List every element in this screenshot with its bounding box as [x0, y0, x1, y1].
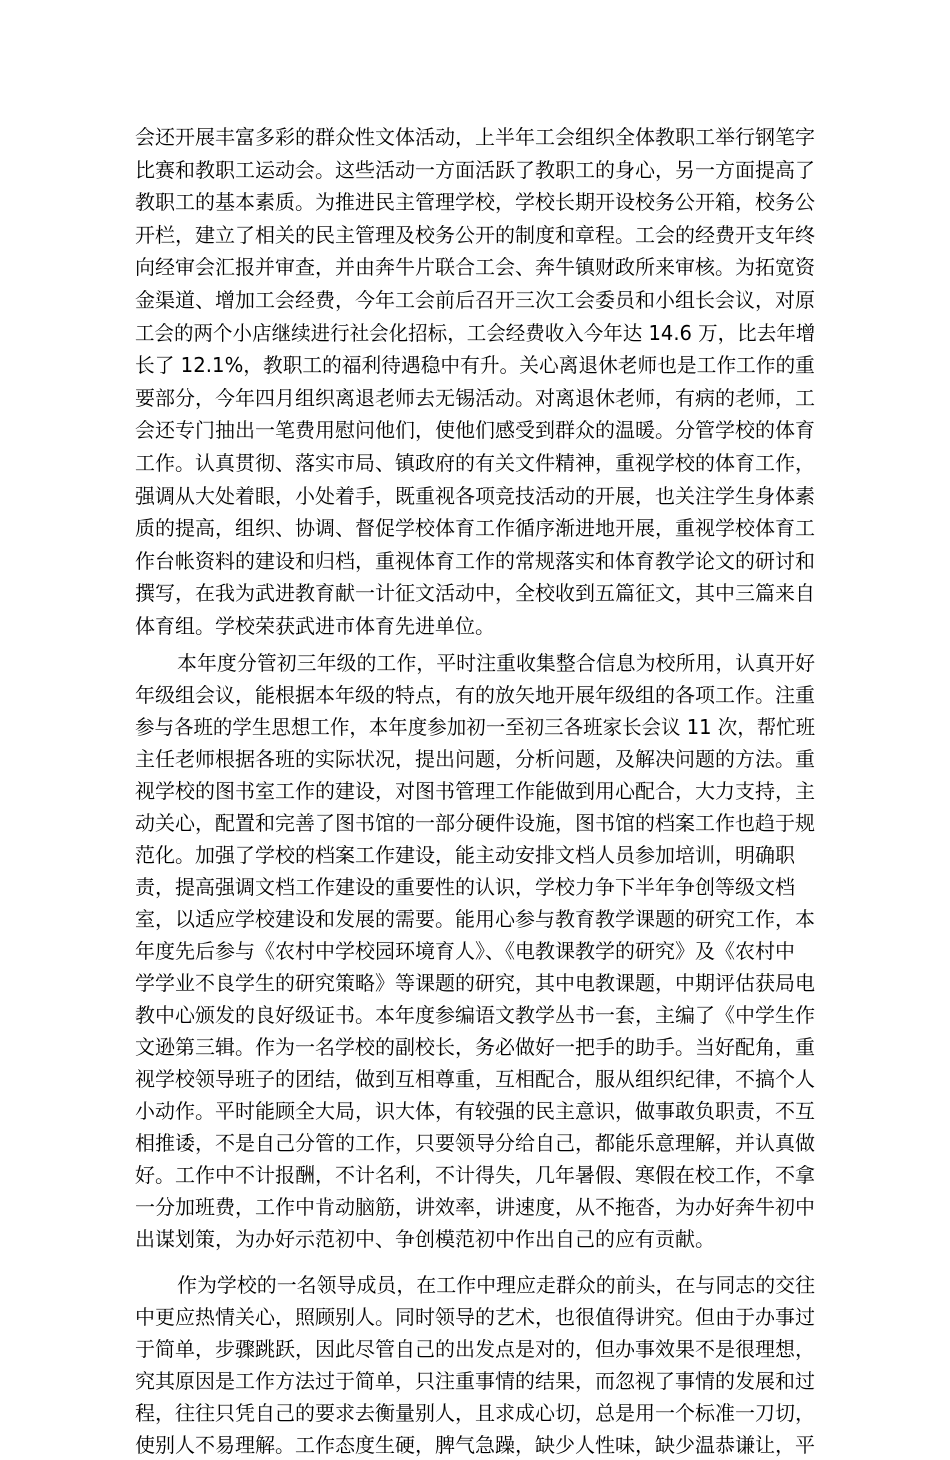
paragraph-line: 于简单，步骤跳跃，因此尽管自己的出发点是对的，但办事效果不是很理想， [135, 1337, 815, 1361]
paragraph-line: 要部分，今年四月组织离退老师去无锡活动。对离退休老师，有病的老师，工 [135, 385, 815, 410]
paragraph-line: 文逊第三辑。作为一名学校的副校长，务必做好一把手的助手。当好配角，重 [135, 1035, 815, 1059]
paragraph-line: 会还专门抽出一笔费用慰问他们，使他们感受到群众的温暖。分管学校的体育 [135, 418, 815, 443]
paragraph-line: 出谋划策，为办好示范初中、争创模范初中作出自己的应有贡献。 [135, 1227, 715, 1251]
paragraph-line: 比赛和教职工运动会。这些活动一方面活跃了教职工的身心，另一方面提高了 [135, 157, 815, 182]
paragraph-line: 学学业不良学生的研究策略》等课题的研究，其中电教课题，中期评估获局电 [135, 971, 815, 995]
paragraph-line: 工作。认真贯彻、落实市局、镇政府的有关文件精神，重视学校的体育工作， [135, 451, 815, 475]
paragraph-line: 长了 12.1%，教职工的福利待遇稳中有升。关心离退休老师也是工作工作的重 [135, 353, 815, 378]
paragraph-line: 究其原因是工作方法过于简单，只注重事情的结果，而忽视了事情的发展和过 [135, 1369, 815, 1393]
paragraph-line: 一分加班费，工作中肯动脑筋，讲效率，讲速度，从不拖沓，为办好奔牛初中 [135, 1195, 815, 1219]
paragraph-line: 作为学校的一名领导成员，在工作中理应走群众的前头，在与同志的交往 [177, 1273, 816, 1297]
paragraph-line: 体育组。学校荣获武进市体育先进单位。 [135, 614, 495, 638]
paragraph-line: 视学校领导班子的团结，做到互相尊重，互相配合，服从组织纪律，不搞个人 [135, 1067, 815, 1091]
paragraph-line: 会还开展丰富多彩的群众性文体活动，上半年工会组织全体教职工举行钢笔字 [135, 125, 815, 149]
paragraph-line: 撰写，在我为武进教育献一计征文活动中，全校收到五篇征文，其中三篇来自 [135, 581, 815, 606]
paragraph-line: 教中心颁发的良好级证书。本年度参编语文教学丛书一套，主编了《中学生作 [135, 1003, 815, 1027]
paragraph-line: 质的提高，组织、协调、督促学校体育工作循序渐进地开展，重视学校体育工 [135, 516, 815, 541]
paragraph-line: 向经审会汇报并审查，并由奔牛片联合工会、奔牛镇财政所来审核。为拓宽资 [135, 255, 815, 280]
paragraph-line: 使别人不易理解。工作态度生硬，脾气急躁，缺少人性味，缺少温恭谦让，平 [135, 1433, 815, 1457]
paragraph-line: 中更应热情关心，照顾别人。同时领导的艺术，也很值得讲究。但由于办事过 [135, 1305, 815, 1329]
paragraph-line: 范化。加强了学校的档案工作建设，能主动安排文档人员参加培训，明确职 [135, 843, 795, 867]
paragraph-line: 工会的两个小店继续进行社会化招标，工会经费收入今年达 14.6 万，比去年增 [135, 320, 816, 345]
paragraph-line: 强调从大处着眼，小处着手，既重视各项竞技活动的开展，也关注学生身体素 [135, 483, 815, 508]
paragraph-line: 作台帐资料的建设和归档，重视体育工作的常规落实和体育教学论文的研讨和 [135, 548, 815, 573]
paragraph-line: 室，以适应学校建设和发展的需要。能用心参与教育教学课题的研究工作，本 [135, 907, 815, 931]
paragraph-line: 参与各班的学生思想工作，本年度参加初一至初三各班家长会议 11 次，帮忙班 [135, 715, 816, 739]
paragraph-line: 年度先后参与《农村中学校园环境育人》、《电教课教学的研究》及《农村中 [135, 939, 795, 963]
paragraph-line: 程，往往只凭自己的要求去衡量别人，且求成心切，总是用一个标准一刀切， [135, 1401, 815, 1425]
paragraph-line: 相推诿，不是自己分管的工作，只要领导分给自己，都能乐意理解，并认真做 [135, 1131, 815, 1155]
paragraph-line: 年级组会议，能根据本年级的特点，有的放矢地开展年级组的各项工作。注重 [135, 683, 815, 707]
paragraph-line: 视学校的图书室工作的建设，对图书管理工作能做到用心配合，大力支持，主 [135, 779, 815, 803]
paragraph-line: 责，提高强调文档工作建设的重要性的认识，学校力争下半年争创等级文档 [135, 875, 795, 899]
paragraph-line: 好。工作中不计报酬，不计名利，不计得失，几年暑假、寒假在校工作，不拿 [135, 1163, 815, 1187]
paragraph-line: 本年度分管初三年级的工作，平时注重收集整合信息为校所用，认真开好 [177, 651, 816, 675]
paragraph-line: 小动作。平时能顾全大局，识大体，有较强的民主意识，做事敢负职责，不互 [135, 1099, 815, 1123]
paragraph-line: 教职工的基本素质。为推进民主管理学校，学校长期开设校务公开箱，校务公 [135, 190, 815, 215]
paragraph-line: 开栏，建立了相关的民主管理及校务公开的制度和章程。工会的经费开支年终 [135, 222, 815, 247]
paragraph-line: 主任老师根据各班的实际状况，提出问题，分析问题，及解决问题的方法。重 [135, 747, 815, 771]
paragraph-line: 金渠道、增加工会经费，今年工会前后召开三次工会委员和小组长会议，对原 [135, 288, 815, 312]
paragraph-line: 动关心，配置和完善了图书馆的一部分硬件设施，图书馆的档案工作也趋于规 [135, 811, 815, 835]
